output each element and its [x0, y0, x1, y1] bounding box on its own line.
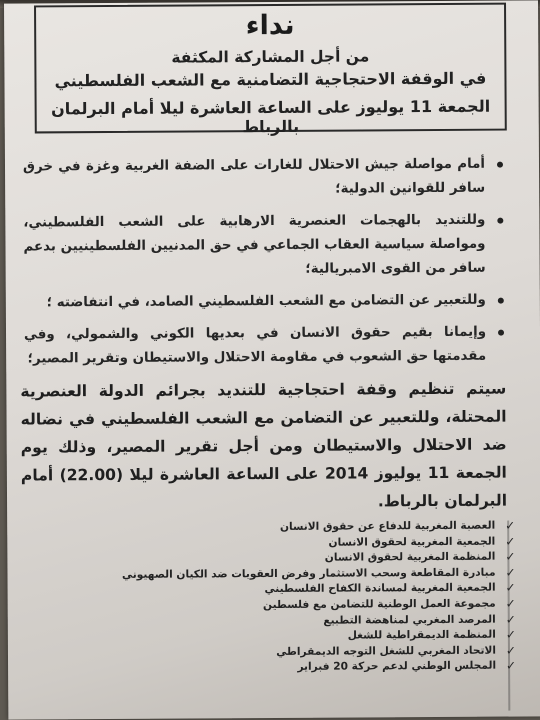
list-item: [23, 209, 501, 284]
bullet-list: [23, 153, 502, 380]
checkmark-icon: ✓: [505, 580, 516, 595]
page-title: نداء: [245, 9, 295, 42]
organization-name: مبادرة المقاطعة وسحب الاستثمار وفرض العقوبات ضد الكيان الصهيوني: [121, 566, 496, 581]
announcement-paragraph: سيتم تنظيم وقفة احتجاجية للتنديد بجرائم الدولة العنصرية المحتلة، وللتعبير عن التضامن مع الشعب الفلسطيني في نضاله ضد الاحتلال والاستيطان ومن أجل تقرير المصير، وذلك يوم الجمعة 11 يوليوز 2014 على الساعة العاشرة ليلا (22.00) أمام البرلمان بالرباط.: [20, 379, 508, 511]
organization-name: المرصد المغربي لمناهضة التطبيع: [323, 613, 496, 627]
header-subtitle-text: من أجل المشاركة المكثفة: [171, 47, 370, 67]
header-datetime-text: الجمعة 11 يوليوز على الساعة العاشرة ليلا أمام البرلمان بالرباط: [51, 96, 491, 137]
header-subtitle: [36, 47, 504, 68]
organizations-list: [47, 519, 518, 678]
organization-name: المجلس الوطني لدعم حركة 20 فبراير: [297, 659, 497, 674]
header-event: [36, 69, 504, 91]
checkmark-icon: ✓: [505, 596, 516, 611]
header-box: [34, 3, 507, 137]
organization-name: الجمعية المغربية لحقوق الانسان: [328, 535, 496, 549]
organization-name: المنظمة المغربية لحقوق الانسان: [324, 550, 496, 564]
bullet-dot-icon: [497, 162, 503, 168]
checkmark-icon: ✓: [505, 549, 516, 564]
bullet-text: أمام مواصلة جيش الاحتلال للغارات على الضفة الغربية وغزة في خرق سافر للقوانين الدولية؛: [22, 156, 486, 197]
checkmark-icon: ✓: [505, 534, 516, 549]
bullet-dot-icon: [498, 330, 504, 336]
list-item: [23, 153, 501, 204]
organization-name: الاتحاد المغربي للشغل التوجه الديمقراطي: [276, 644, 497, 658]
list-item: [24, 289, 502, 316]
bullet-text: وإيمانا بقيم حقوق الانسان في بعديها الكوني والشمولي، وفي مقدمتها حق الشعوب في مقاومة الاحتلال والاستيطان وتقرير المصير؛: [23, 324, 487, 367]
checkmark-icon: ✓: [505, 658, 517, 673]
checkmark-icon: ✓: [505, 627, 516, 642]
organization-name: مجموعة العمل الوطنية للتضامن مع فلسطين: [263, 597, 496, 612]
bullet-text: وللتعبير عن التضامن مع الشعب الفلسطيني الصامد، في انتفاضته ؛: [46, 292, 486, 311]
organization-name: المنظمة الديمقراطية للشغل: [347, 628, 496, 642]
organization-name: الجمعية المغربية لمساندة الكفاح الفلسطيني: [264, 582, 496, 596]
checkmark-icon: ✓: [505, 612, 516, 627]
organization-name: العصبة المغربية للدفاع عن حقوق الانسان: [279, 519, 496, 533]
header-datetime: [37, 97, 505, 138]
bullet-dot-icon: [497, 218, 503, 224]
flyer-paper: [4, 0, 540, 719]
bullet-text: وللتنديد بالهجمات العنصرية الارهابية على الشعب الفلسطيني، ومواصلة سياسية العقاب الجماعي في حق المدنيين الفلسطينيين بدعم سافر من القوى الامبريالية؛: [23, 212, 486, 277]
checkmark-icon: ✓: [505, 518, 516, 533]
list-item: [24, 321, 502, 372]
bullet-dot-icon: [498, 298, 504, 304]
list-item: [48, 659, 518, 677]
checkmark-icon: ✓: [505, 643, 517, 658]
checkmark-icon: ✓: [505, 565, 516, 580]
header-event-text: في الوقفة الاحتجاجية التضامنية مع الشعب الفلسطيني: [54, 68, 487, 91]
